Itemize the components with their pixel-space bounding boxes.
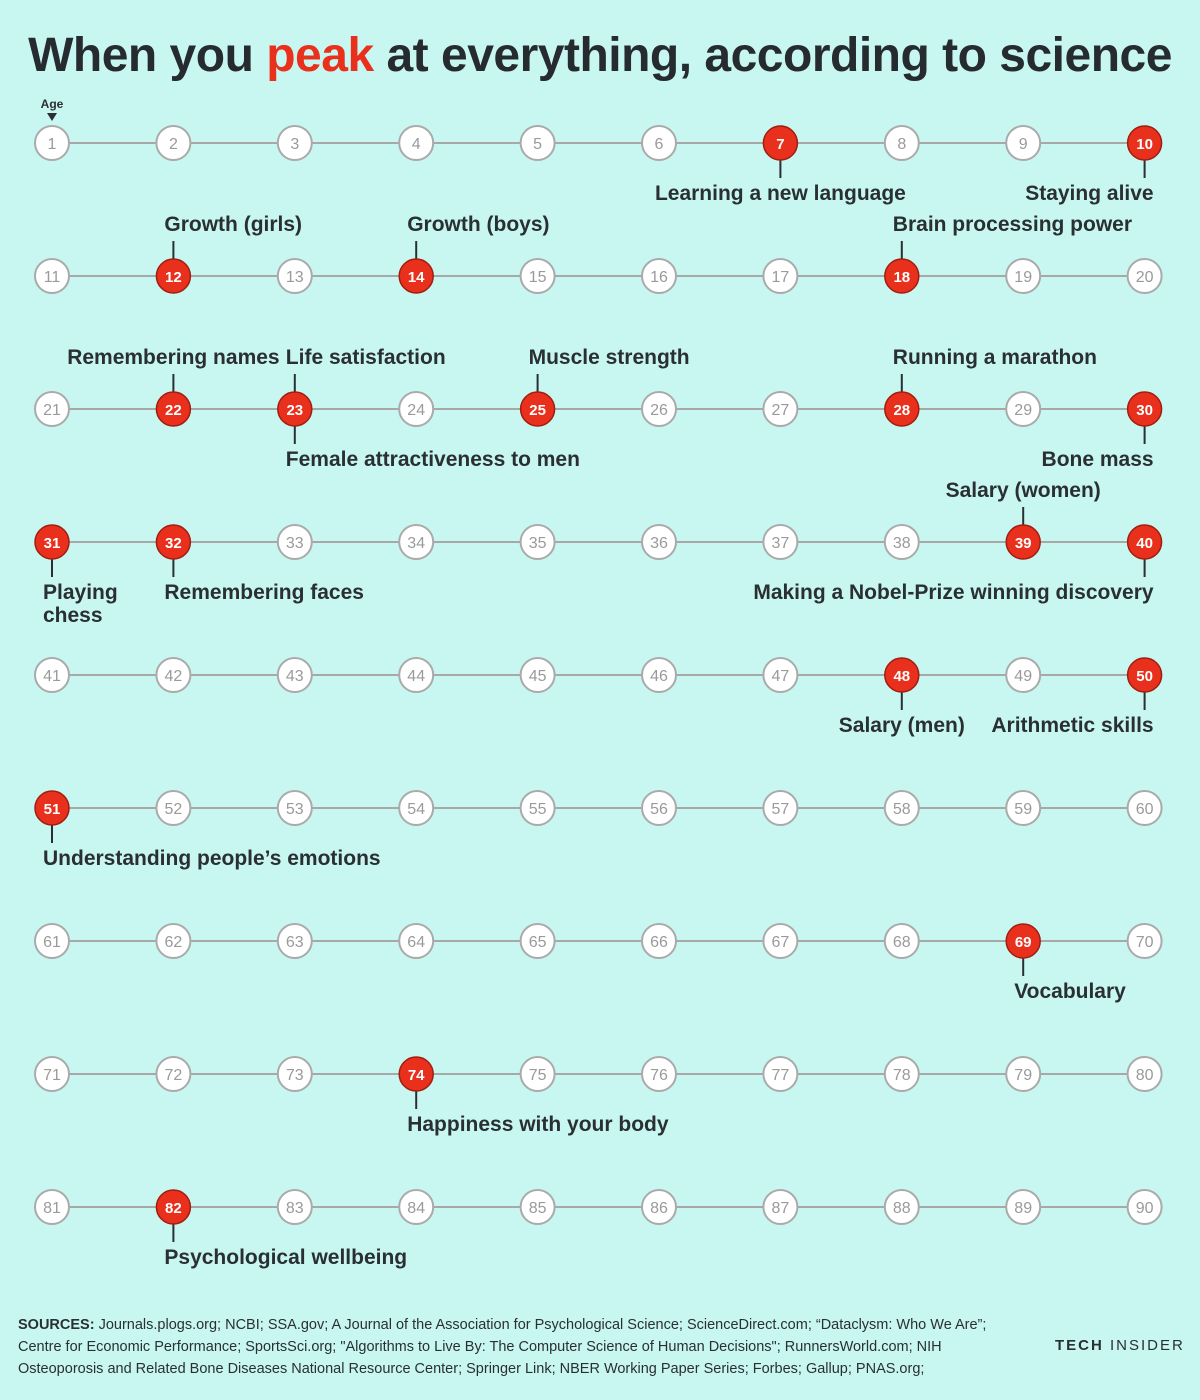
age-number: 86 <box>650 1200 668 1217</box>
peak-label: Making a Nobel-Prize winning discovery <box>753 581 1154 604</box>
peak-label: Brain processing power <box>892 213 1133 236</box>
age-number: 38 <box>892 535 911 552</box>
peak-age-number: 7 <box>776 136 785 153</box>
peak-age-number: 14 <box>407 269 425 286</box>
age-number: 84 <box>407 1200 426 1217</box>
peak-label: Growth (girls) <box>164 213 303 236</box>
peak-label: Muscle strength <box>528 346 690 369</box>
peak-age-number: 74 <box>407 1067 425 1084</box>
age-number: 33 <box>285 535 304 552</box>
brand-logo <box>1055 1337 1185 1354</box>
age-number: 80 <box>1135 1067 1154 1084</box>
age-number: 90 <box>1135 1200 1154 1217</box>
brand-bold: TECH <box>1055 1337 1104 1354</box>
age-number: 13 <box>285 269 304 286</box>
peak-age-number: 22 <box>165 402 182 419</box>
peak-age-number: 50 <box>1136 668 1153 685</box>
age-number: 11 <box>43 269 61 286</box>
age-number: 4 <box>411 136 421 153</box>
peak-label: Learning a new language <box>654 182 906 205</box>
age-number: 43 <box>285 668 304 685</box>
peak-label: Salary (men) <box>838 714 965 737</box>
age-number: 66 <box>650 934 668 951</box>
age-number: 41 <box>43 668 61 685</box>
age-number: 52 <box>164 801 183 818</box>
peak-label: Arithmetic skills <box>991 714 1154 737</box>
peak-age-number: 10 <box>1136 136 1153 153</box>
age-number: 73 <box>285 1067 304 1084</box>
age-number: 34 <box>407 535 426 552</box>
age-number: 78 <box>892 1067 911 1084</box>
peak-label: Happiness with your body <box>407 1113 669 1136</box>
age-number: 87 <box>771 1200 790 1217</box>
age-number: 62 <box>164 934 183 951</box>
age-number: 44 <box>407 668 426 685</box>
age-number: 60 <box>1135 801 1154 818</box>
age-number: 35 <box>528 535 547 552</box>
age-number: 8 <box>897 136 907 153</box>
age-number: 53 <box>285 801 304 818</box>
peak-age-number: 32 <box>165 535 182 552</box>
age-number: 37 <box>771 535 790 552</box>
peak-label: Psychological wellbeing <box>164 1246 408 1269</box>
peak-age-number: 48 <box>893 668 911 685</box>
age-number: 6 <box>654 136 664 153</box>
age-number: 49 <box>1014 668 1033 685</box>
age-number: 89 <box>1014 1200 1033 1217</box>
age-number: 26 <box>650 402 668 419</box>
peak-label: Female attractiveness to men <box>285 448 580 471</box>
age-number: 47 <box>771 668 790 685</box>
age-number: 85 <box>528 1200 547 1217</box>
age-number: 75 <box>528 1067 547 1084</box>
age-number: 29 <box>1014 402 1033 419</box>
age-number: 77 <box>771 1067 790 1084</box>
age-number: 83 <box>285 1200 304 1217</box>
sources-label: SOURCES: <box>18 1317 95 1333</box>
age-number: 68 <box>892 934 911 951</box>
age-number: 5 <box>533 136 543 153</box>
age-number: 9 <box>1018 136 1028 153</box>
peak-label: Remembering faces <box>164 581 364 604</box>
age-number: 16 <box>650 269 668 286</box>
peak-label: Growth (boys) <box>407 213 550 236</box>
peak-label: Staying alive <box>1025 182 1154 205</box>
peak-age-number: 18 <box>893 269 911 286</box>
age-number: 79 <box>1014 1067 1033 1084</box>
peak-age-number: 25 <box>529 402 546 419</box>
age-number: 36 <box>650 535 668 552</box>
sources-text: Journals.plogs.org; NCBI; SSA.gov; A Journal of the Association for Psychological Science; ScienceDirect.com; “Dataclysm: Who We Are”; Centre for Economic Performance; SportsSci.org; "Algorithms to Live By: The Computer Science of Human Decisions"; RunnersWorld.com; NIH Osteoporosis and Related Bone Diseases National Resource Center; Springer Link; NBER Working Paper Series; Forbes; Gallup; PNAS.org; <box>18 1317 987 1377</box>
age-number: 63 <box>285 934 304 951</box>
age-number: 19 <box>1014 269 1033 286</box>
age-number: 61 <box>43 934 61 951</box>
peak-age-number: 69 <box>1014 934 1032 951</box>
age-number: 70 <box>1135 934 1154 951</box>
age-number: 1 <box>47 136 57 153</box>
age-number: 45 <box>528 668 547 685</box>
age-number: 67 <box>771 934 790 951</box>
age-number: 15 <box>528 269 547 286</box>
peak-age-number: 51 <box>43 801 61 818</box>
brand-light: INSIDER <box>1103 1337 1185 1354</box>
peak-age-number: 23 <box>286 402 304 419</box>
age-number: 3 <box>290 136 300 153</box>
age-axis-label: Age <box>40 97 64 111</box>
peak-label: Salary (women) <box>945 479 1101 502</box>
peak-label: Understanding people’s emotions <box>43 847 381 870</box>
age-number: 88 <box>892 1200 911 1217</box>
title-text-after: at everything, according to science <box>373 29 1172 82</box>
peak-label: Playing <box>43 581 118 604</box>
age-number: 65 <box>528 934 547 951</box>
age-number: 56 <box>650 801 668 818</box>
peak-age-number: 40 <box>1136 535 1153 552</box>
age-number: 20 <box>1135 269 1154 286</box>
age-number: 2 <box>168 136 178 153</box>
peak-age-number: 30 <box>1136 402 1153 419</box>
age-number: 24 <box>407 402 426 419</box>
age-number: 27 <box>771 402 790 419</box>
peak-label: chess <box>43 604 103 627</box>
age-number: 81 <box>43 1200 61 1217</box>
age-arrow-icon <box>47 113 57 121</box>
age-number: 54 <box>407 801 426 818</box>
age-number: 55 <box>528 801 547 818</box>
peak-age-number: 31 <box>43 535 61 552</box>
age-number: 46 <box>650 668 668 685</box>
title-text-before: When you <box>28 29 267 82</box>
age-number: 21 <box>43 402 61 419</box>
peak-label: Vocabulary <box>1014 980 1126 1003</box>
age-number: 57 <box>771 801 790 818</box>
peak-age-number: 28 <box>893 402 911 419</box>
peak-label: Running a marathon <box>892 346 1097 369</box>
sources-note <box>18 1314 1028 1380</box>
peak-age-number: 39 <box>1014 535 1032 552</box>
age-number: 58 <box>892 801 911 818</box>
peak-label: Remembering names <box>67 346 280 369</box>
age-number: 42 <box>164 668 183 685</box>
title-accent: peak <box>266 29 374 82</box>
age-number: 59 <box>1014 801 1033 818</box>
age-number: 71 <box>43 1067 61 1084</box>
age-number: 17 <box>771 269 790 286</box>
peak-age-number: 12 <box>165 269 182 286</box>
age-number: 64 <box>407 934 426 951</box>
peak-age-number: 82 <box>165 1200 182 1217</box>
age-number: 72 <box>164 1067 183 1084</box>
peak-label: Bone mass <box>1041 448 1154 471</box>
peak-label: Life satisfaction <box>285 346 446 369</box>
age-number: 76 <box>650 1067 668 1084</box>
